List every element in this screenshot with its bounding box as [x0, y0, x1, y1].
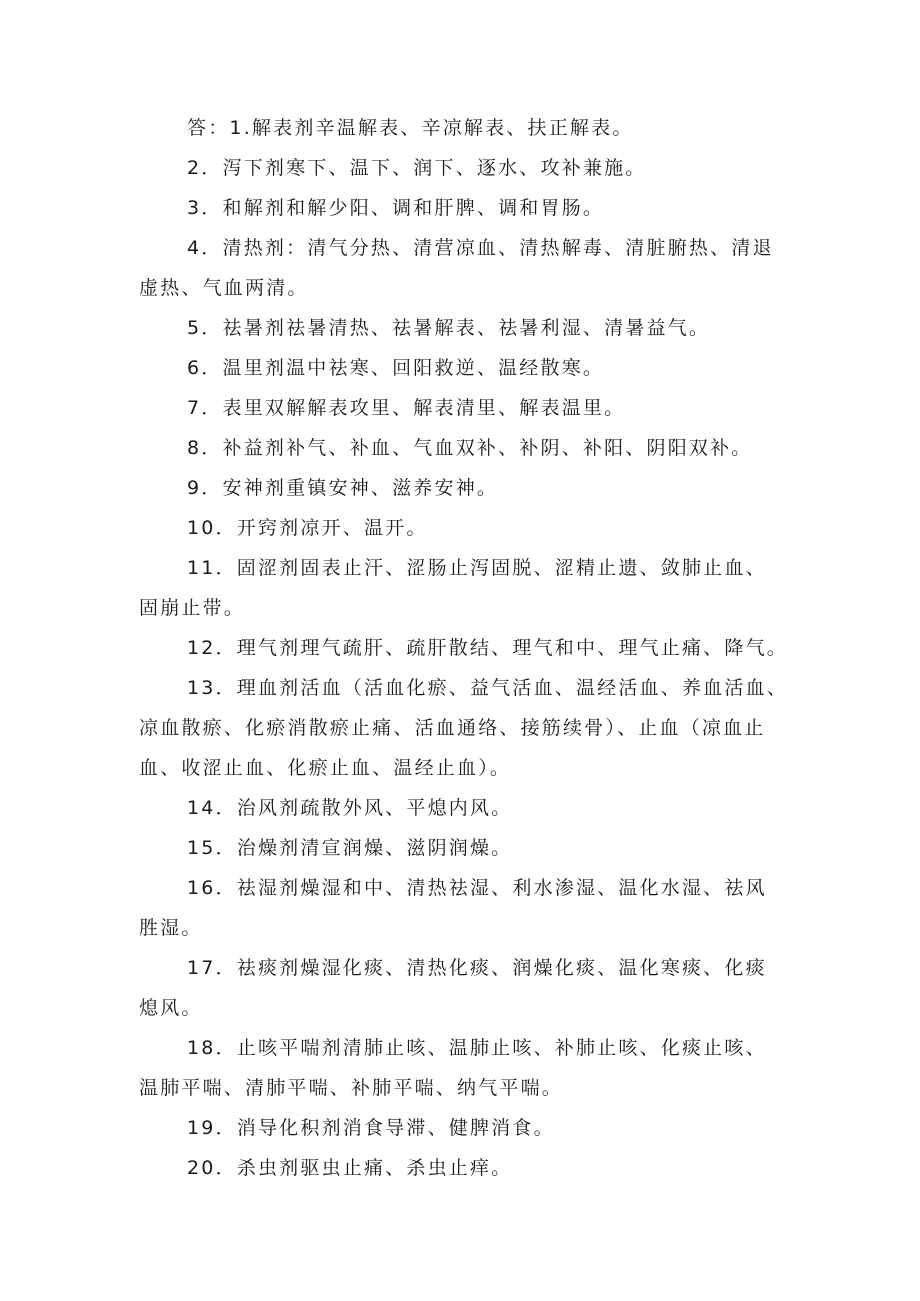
answer-item-text: 8．补益剂补气、补血、气血双补、补阴、补阳、阴阳双补。	[187, 437, 753, 459]
answer-item-text: 3．和解剂和解少阳、调和肝脾、调和胃肠。	[187, 197, 605, 219]
answer-item-line: 熄风。	[139, 997, 203, 1019]
answer-item-line: 虚热、气血两清。	[139, 277, 309, 299]
answer-item-12	[139, 628, 799, 668]
answer-item-text: 20．杀虫剂驱虫止痛、杀虫止痒。	[187, 1157, 513, 1179]
answer-item-10	[139, 508, 799, 548]
answer-item-1	[139, 108, 799, 148]
answer-item-line: 固崩止带。	[139, 597, 246, 619]
answer-item-text: 19．消导化积剂消食导滞、健脾消食。	[187, 1117, 555, 1139]
answer-item-text: 10．开窍剂凉开、温开。	[187, 517, 428, 539]
answer-item-line: 11．固涩剂固表止汗、涩肠止泻固脱、涩精止遗、敛肺止血、	[187, 557, 767, 579]
answer-item-text: 7．表里双解解表攻里、解表清里、解表温里。	[187, 397, 626, 419]
answer-item-8	[139, 428, 799, 468]
answer-item-17	[139, 948, 799, 1028]
answer-item-text: 12．理气剂理气疏肝、疏肝散结、理气和中、理气止痛、降气。	[187, 637, 788, 659]
answer-item-20	[139, 1148, 799, 1188]
answer-item-13	[139, 668, 799, 788]
answer-item-line: 胜湿。	[139, 917, 203, 939]
answer-item-text: 9．安神剂重镇安神、滋养安神。	[187, 477, 499, 499]
answer-item-text: 5．祛暑剂祛暑清热、祛暑解表、祛暑利湿、清暑益气。	[187, 317, 711, 339]
answer-item-14	[139, 788, 799, 828]
answer-item-7	[139, 388, 799, 428]
answer-item-text: 6．温里剂温中祛寒、回阳救逆、温经散寒。	[187, 357, 605, 379]
answer-item-9	[139, 468, 799, 508]
answer-item-line: 4．清热剂：清气分热、清营凉血、清热解毒、清脏腑热、清退	[187, 237, 774, 259]
answer-text-block	[139, 108, 799, 1188]
answer-item-3	[139, 188, 799, 228]
answer-item-19	[139, 1108, 799, 1148]
answer-item-line: 13．理血剂活血（活血化瘀、益气活血、温经活血、养血活血、	[187, 677, 788, 699]
answer-item-2	[139, 148, 799, 188]
answer-item-line: 温肺平喘、清肺平喘、补肺平喘、纳气平喘。	[139, 1077, 564, 1099]
answer-item-6	[139, 348, 799, 388]
answer-item-4	[139, 228, 799, 308]
answer-item-16	[139, 868, 799, 948]
answer-item-text: 14．治风剂疏散外风、平熄内风。	[187, 797, 513, 819]
answer-item-line: 血、收涩止血、化瘀止血、温经止血）。	[139, 757, 512, 779]
answer-item-line: 18．止咳平喘剂清肺止咳、温肺止咳、补肺止咳、化痰止咳、	[187, 1037, 767, 1059]
answer-item-11	[139, 548, 799, 628]
answer-item-line: 16．祛湿剂燥湿和中、清热祛湿、利水渗湿、温化水湿、祛风	[187, 877, 767, 899]
answer-item-line: 17．祛痰剂燥湿化痰、清热化痰、润燥化痰、温化寒痰、化痰	[187, 957, 767, 979]
answer-item-18	[139, 1028, 799, 1108]
answer-item-15	[139, 828, 799, 868]
answer-item-text: 15．治燥剂清宣润燥、滋阴润燥。	[187, 837, 513, 859]
answer-item-text: 2．泻下剂寒下、温下、润下、逐水、攻补兼施。	[187, 157, 647, 179]
answer-item-line: 凉血散瘀、化瘀消散瘀止痛、活血通络、接筋续骨）、止血（凉血止	[139, 717, 766, 739]
answer-item-text: 答：1.解表剂辛温解表、辛凉解表、扶正解表。	[187, 117, 634, 139]
answer-item-5	[139, 308, 799, 348]
